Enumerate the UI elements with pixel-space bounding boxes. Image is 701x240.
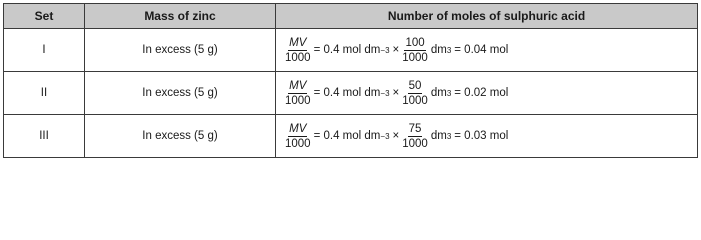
volume-fraction bbox=[402, 36, 428, 65]
header-mass-of-zinc: Mass of zinc bbox=[85, 4, 276, 29]
moles-cell bbox=[276, 115, 698, 158]
table-row bbox=[4, 72, 698, 115]
set-cell: I bbox=[4, 29, 85, 72]
mass-cell: In excess (5 g) bbox=[85, 115, 276, 158]
concentration-exponent: −3 bbox=[380, 88, 390, 98]
mv-denominator: 1000 bbox=[285, 51, 311, 64]
volume-denominator: 1000 bbox=[402, 51, 428, 64]
moles-table bbox=[3, 3, 698, 158]
moles-formula bbox=[276, 36, 508, 65]
volume-denominator: 1000 bbox=[402, 137, 428, 150]
moles-result: = 0.04 mol bbox=[454, 44, 509, 56]
header-set: Set bbox=[4, 4, 85, 29]
mv-fraction bbox=[285, 79, 311, 108]
volume-unit-exponent: 3 bbox=[446, 131, 452, 141]
moles-cell bbox=[276, 29, 698, 72]
volume-fraction bbox=[402, 122, 428, 151]
volume-unit-exponent: 3 bbox=[446, 88, 452, 98]
concentration-text: = 0.4 mol dm bbox=[313, 87, 381, 99]
header-moles-sulphuric-acid: Number of moles of sulphuric acid bbox=[276, 4, 698, 29]
mv-fraction bbox=[285, 122, 311, 151]
table-row bbox=[4, 29, 698, 72]
mv-fraction bbox=[285, 36, 311, 65]
mv-denominator: 1000 bbox=[285, 137, 311, 150]
volume-numerator: 50 bbox=[408, 79, 422, 92]
volume-numerator: 75 bbox=[408, 122, 422, 135]
table-row bbox=[4, 115, 698, 158]
volume-unit: dm bbox=[430, 130, 447, 142]
set-cell: II bbox=[4, 72, 85, 115]
concentration-text: = 0.4 mol dm bbox=[313, 130, 381, 142]
header-row bbox=[4, 4, 698, 29]
moles-result: = 0.03 mol bbox=[454, 130, 509, 142]
volume-unit-exponent: 3 bbox=[446, 45, 452, 55]
mv-denominator: 1000 bbox=[285, 94, 311, 107]
moles-formula bbox=[276, 122, 508, 151]
concentration-exponent: −3 bbox=[380, 45, 390, 55]
volume-fraction bbox=[402, 79, 428, 108]
times-sign: × bbox=[392, 87, 400, 99]
volume-unit: dm bbox=[430, 44, 447, 56]
mv-numerator: MV bbox=[289, 79, 307, 92]
concentration-exponent: −3 bbox=[380, 131, 390, 141]
times-sign: × bbox=[392, 44, 400, 56]
mv-numerator: MV bbox=[289, 36, 307, 49]
moles-cell bbox=[276, 72, 698, 115]
times-sign: × bbox=[392, 130, 400, 142]
mass-cell: In excess (5 g) bbox=[85, 72, 276, 115]
volume-unit: dm bbox=[430, 87, 447, 99]
mass-cell: In excess (5 g) bbox=[85, 29, 276, 72]
set-cell: III bbox=[4, 115, 85, 158]
moles-table-container bbox=[3, 3, 698, 158]
moles-formula bbox=[276, 79, 508, 108]
volume-denominator: 1000 bbox=[402, 94, 428, 107]
concentration-text: = 0.4 mol dm bbox=[313, 44, 381, 56]
mv-numerator: MV bbox=[289, 122, 307, 135]
volume-numerator: 100 bbox=[405, 36, 425, 49]
moles-result: = 0.02 mol bbox=[454, 87, 509, 99]
